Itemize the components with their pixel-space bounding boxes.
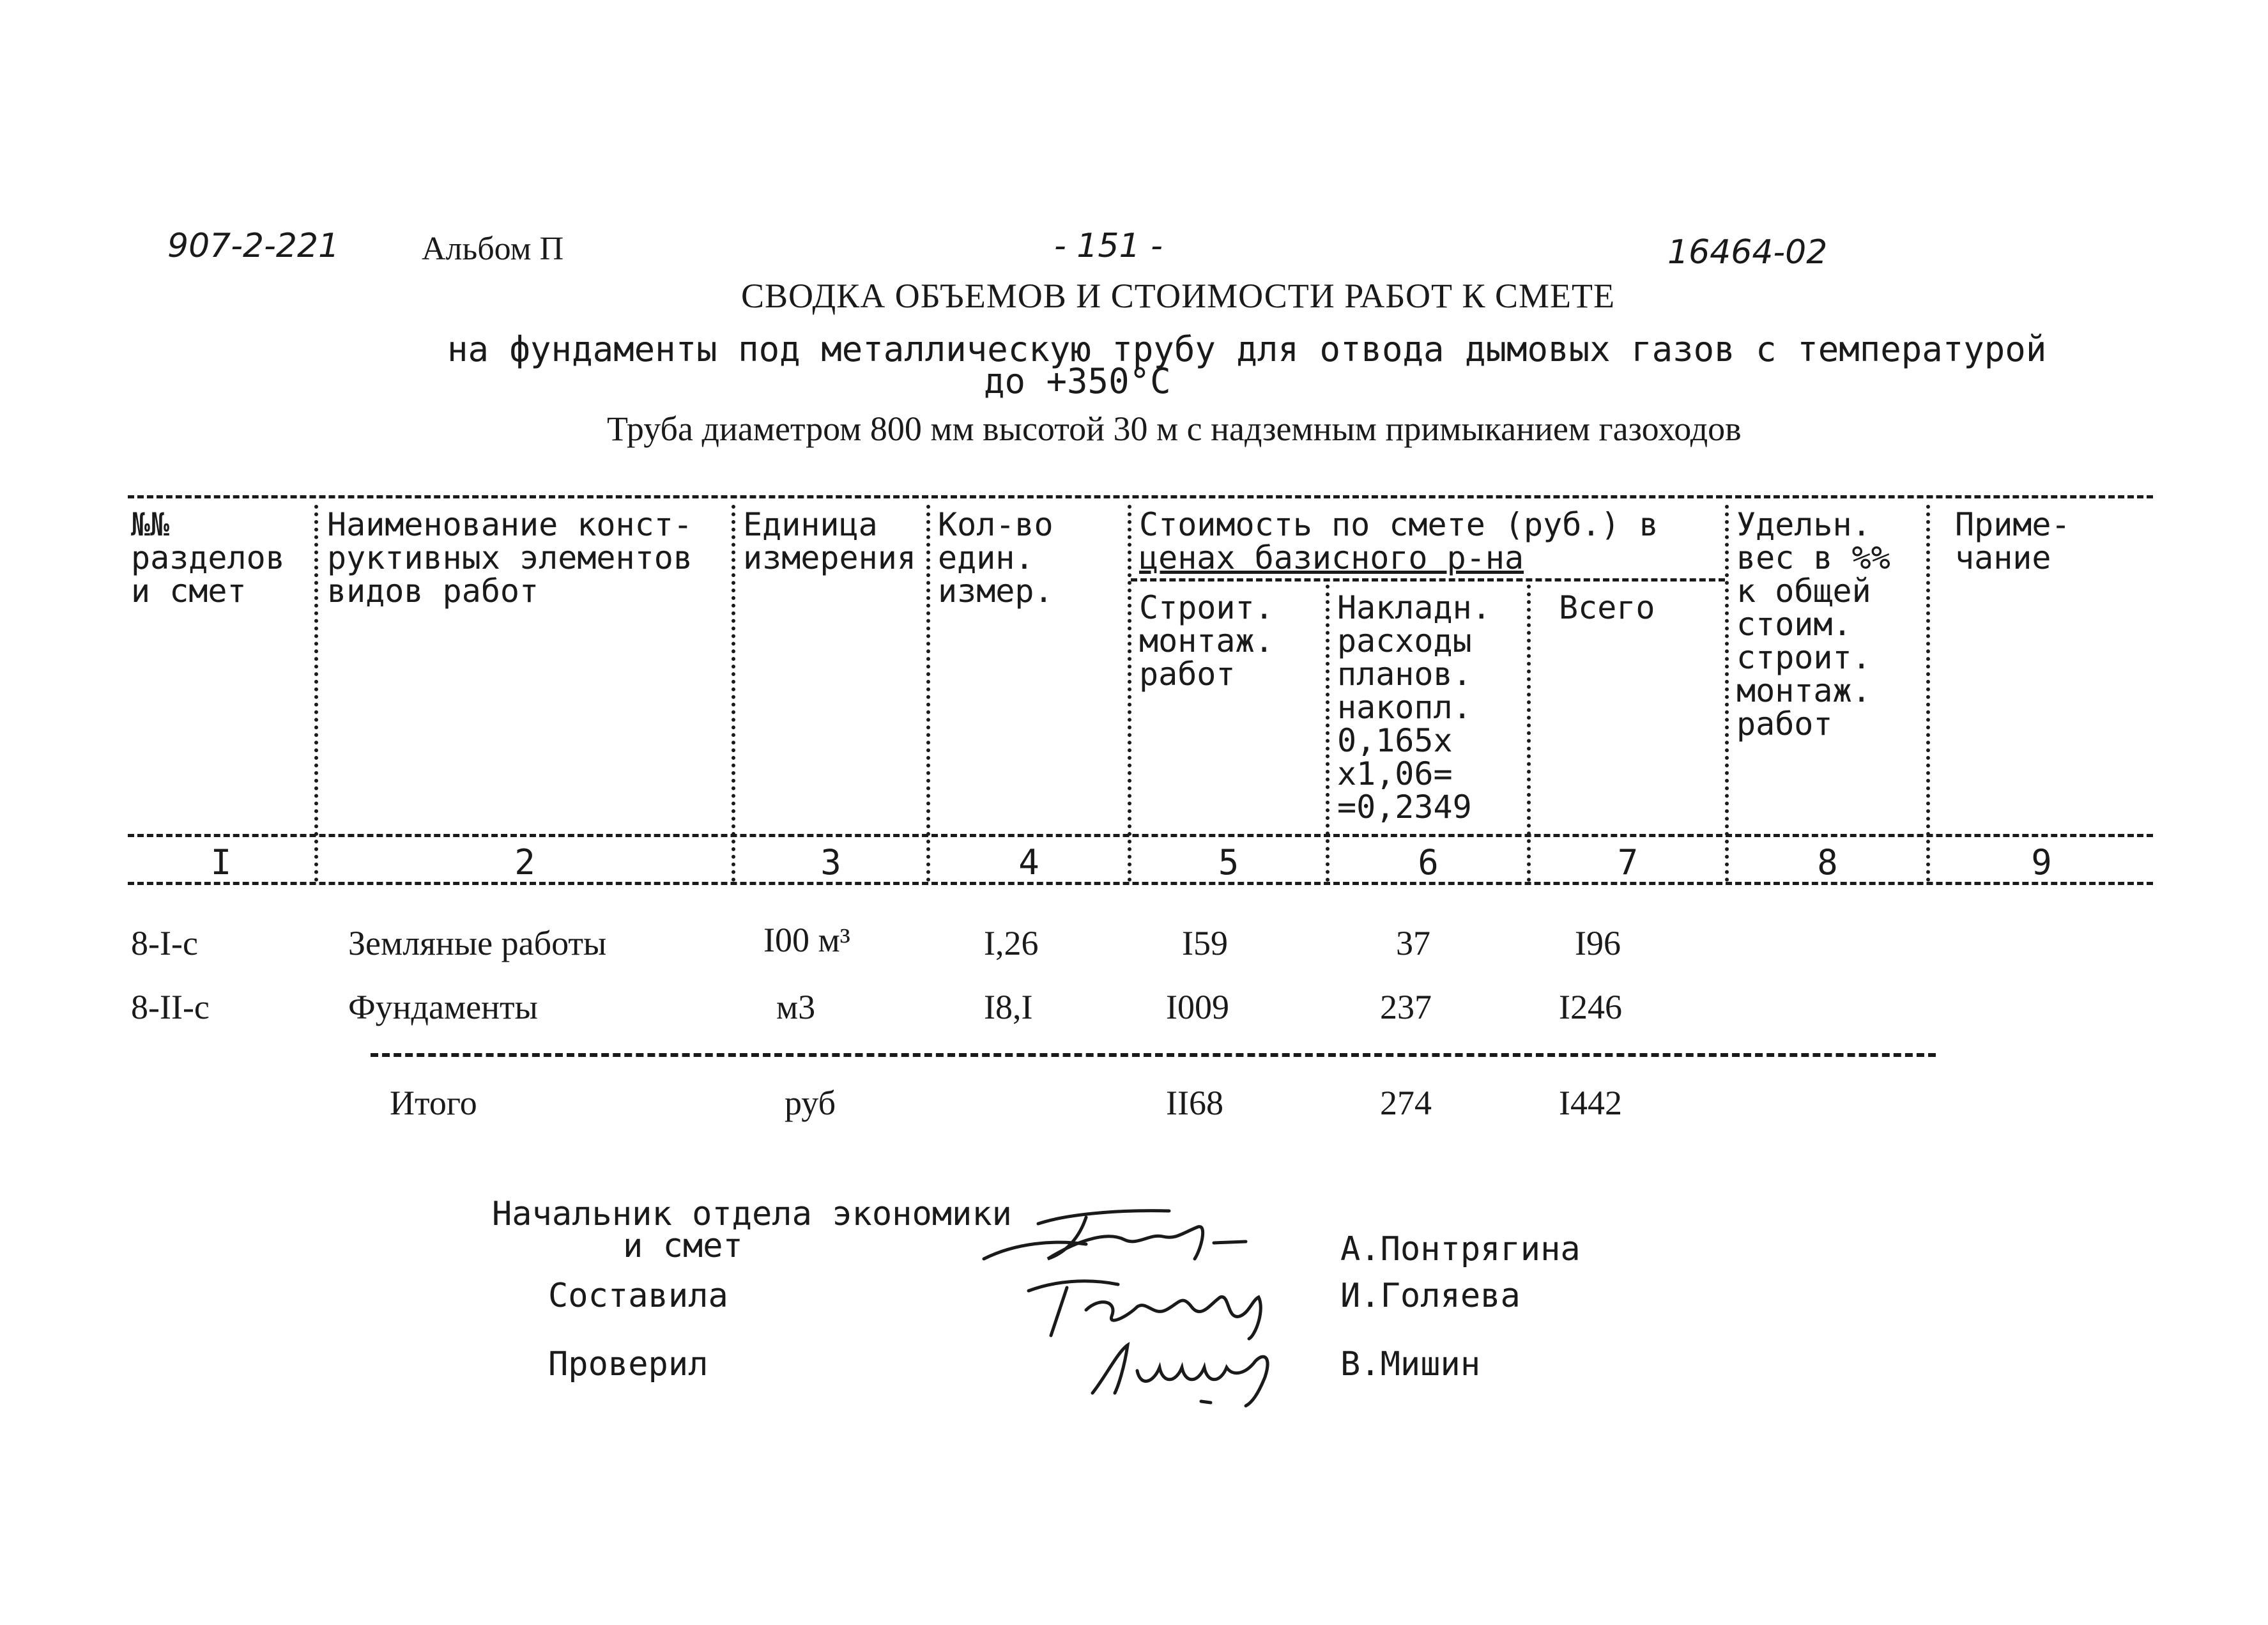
pipe-description: Труба диаметром 800 мм высотой 30 м с надземным примыканием газоходов <box>607 410 1742 448</box>
row-1-section: 8-I-с <box>131 924 198 962</box>
signer-2-role: Составила <box>548 1277 728 1315</box>
header-unit: Единица измерения <box>743 506 916 576</box>
signer-2-name: И.Голяева <box>1340 1277 1521 1315</box>
row-1-total: I96 <box>1575 924 1621 962</box>
col-sep-7 <box>1725 505 1729 882</box>
signer-1-name: А.Понтрягина <box>1340 1230 1581 1268</box>
header-notes: Приме- чание <box>1955 506 2071 576</box>
row-2-name: Фундаменты <box>348 988 538 1026</box>
page-number: - 151 - <box>1054 227 1163 265</box>
signer-1-role: Начальник отдела экономики <box>492 1195 1012 1233</box>
col-sep-3 <box>926 505 930 882</box>
column-number: 5 <box>1218 842 1239 882</box>
table-top-rule <box>128 495 2153 498</box>
col-sep-1 <box>314 505 318 882</box>
document-title: СВОДКА ОБЪЕМОВ И СТОИМОСТИ РАБОТ К СМЕТЕ <box>741 277 1615 315</box>
row-2-qty: I8,I <box>984 988 1033 1026</box>
inventory-number: 16464-02 <box>1667 233 1828 272</box>
header-overhead: Накладн. расходы планов. накопл. 0,165х х1,06= =0,2349 <box>1337 589 1491 826</box>
column-number: 4 <box>1018 842 1039 882</box>
column-number: 9 <box>2031 842 2052 882</box>
row-2-total: I246 <box>1559 988 1622 1026</box>
total-unit: руб <box>785 1084 836 1122</box>
total-separator <box>371 1053 1936 1057</box>
header-cost-group: Стоимость по смете (руб.) в ценах базисного р-на <box>1139 506 1659 576</box>
row-2-overhead: 237 <box>1380 988 1432 1026</box>
header-construction: Строит. монтаж. работ <box>1139 589 1274 693</box>
column-number: 8 <box>1817 842 1838 882</box>
column-number: 3 <box>820 842 841 882</box>
document-subtitle: на фундаменты под металлическую трубу для отвода дымовых газов с температурой <box>447 329 2047 369</box>
row-1-unit: I00 м³ <box>763 921 850 959</box>
total-label: Итого <box>390 1084 477 1122</box>
col-sep-4 <box>1128 505 1131 882</box>
signature-2 <box>1016 1272 1284 1342</box>
row-2-section: 8-II-с <box>131 988 210 1026</box>
signer-3-role: Проверил <box>548 1345 709 1383</box>
column-number: 2 <box>514 842 535 882</box>
header-element-names: Наименование конст- руктивных элементов видов работ <box>327 506 693 610</box>
total-sum: I442 <box>1559 1084 1622 1122</box>
signer-3-name: В.Мишин <box>1340 1345 1481 1383</box>
album-label: Альбом П <box>422 231 564 267</box>
header-total: Всего <box>1559 589 1655 626</box>
col-sep-8 <box>1926 505 1930 882</box>
signer-1-role-cont: и смет <box>623 1227 743 1265</box>
col-sep-6 <box>1527 585 1531 882</box>
col-sep-2 <box>732 505 735 882</box>
column-number: 6 <box>1418 842 1439 882</box>
header-bottom-rule <box>128 834 2153 837</box>
column-number: 7 <box>1617 842 1639 882</box>
signature-1 <box>977 1198 1271 1268</box>
row-1-qty: I,26 <box>984 924 1039 962</box>
temperature-line: до +350°С <box>984 361 1171 401</box>
header-quantity: Кол-во един. измер. <box>938 506 1054 610</box>
row-2-construction: I009 <box>1166 988 1229 1026</box>
row-1-construction: I59 <box>1182 924 1228 962</box>
row-2-unit: м3 <box>776 988 816 1026</box>
header-section-numbers: №№ разделов и смет <box>131 506 285 610</box>
row-1-name: Земляные работы <box>348 924 607 962</box>
column-number: I <box>210 842 232 882</box>
header-share: Удельн. вес в %% к общей стоим. строит. монтаж. работ <box>1736 506 1890 743</box>
group-subheader-rule <box>1131 578 1725 581</box>
doc-code: 907-2-221 <box>167 227 340 265</box>
row-1-overhead: 37 <box>1396 924 1430 962</box>
signature-3 <box>1080 1332 1297 1409</box>
total-overhead: 274 <box>1380 1084 1432 1122</box>
col-sep-5 <box>1326 585 1329 882</box>
total-construction: II68 <box>1166 1084 1223 1122</box>
